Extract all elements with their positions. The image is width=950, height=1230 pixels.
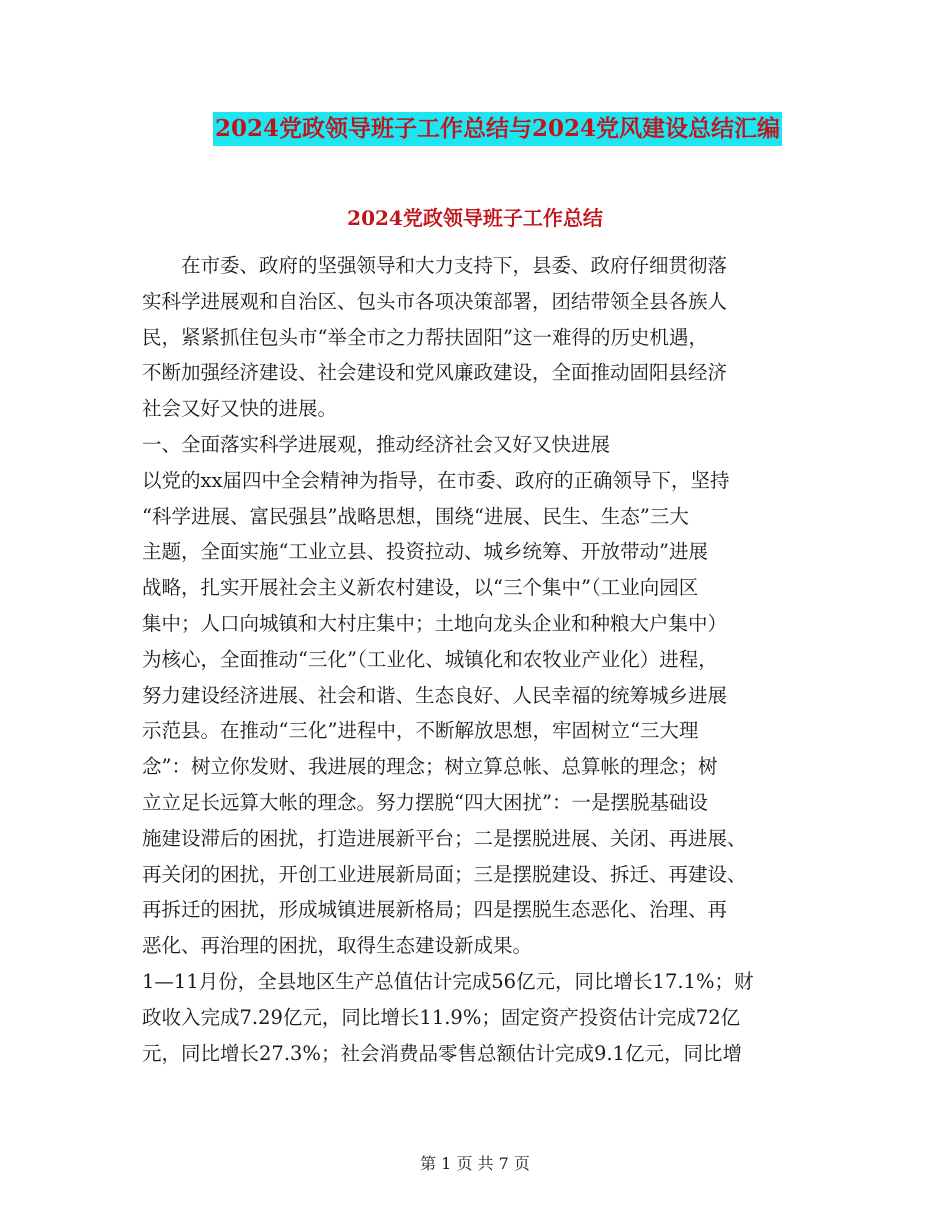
text-line: 为核心，全面推动“三化”（工业化、城镇化和农牧业产业化）进程， <box>142 647 718 671</box>
text-line: 实科学进展观和自治区、包头市各项决策部署，团结带领全县各族人 <box>142 289 728 313</box>
text-line: 再拆迁的困扰，形成城镇进展新格局；四是摆脱生态恶化、治理、再 <box>142 898 728 922</box>
text-line: 施建设滞后的困扰，打造进展新平台；二是摆脱进展、关闭、再进展、 <box>142 826 747 850</box>
text-line: 社会又好又快的进展。 <box>142 397 338 421</box>
text-line: 一、全面落实科学进展观，推动经济社会又好又快进展 <box>142 432 611 456</box>
text-line: 在市委、政府的坚强领导和大力支持下，县委、政府仔细贯彻落 <box>181 254 728 277</box>
section-title: 2024党政领导班子工作总结 <box>347 206 603 230</box>
heading-one <box>142 427 812 463</box>
text-line: 集中；人口向城镇和大村庄集中；土地向龙头企业和种粮大户集中） <box>142 611 728 635</box>
paragraph-intro <box>142 248 812 427</box>
text-line: 不断加强经济建设、社会建设和党风廉政建设，全面推动固阳县经济 <box>142 361 728 385</box>
text-line: 以党的xx届四中全会精神为指导，在市委、政府的正确领导下，坚持 <box>142 468 730 492</box>
text-line: 念”：树立你发财、我进展的理念；树立算总帐、总算帐的理念；树 <box>142 755 718 779</box>
text-line: 立立足长远算大帐的理念。努力摆脱“四大困扰”：一是摆脱基础设 <box>142 790 708 814</box>
text-line: 努力建设经济进展、社会和谐、生态良好、人民幸福的统筹城乡进展 <box>142 683 728 707</box>
text-line: 主题，全面实施“工业立县、投资拉动、城乡统筹、开放带动”进展 <box>142 540 708 564</box>
paragraph-strategy <box>142 463 812 964</box>
text-line: 元，同比增长27.3%；社会消费品零售总额估计完成9.1亿元，同比增 <box>142 1041 742 1065</box>
text-line: 再关闭的困扰，开创工业进展新局面；三是摆脱建设、拆迁、再建设、 <box>142 862 747 886</box>
text-line: 1—11月份，全县地区生产总值估计完成56亿元，同比增长17.1%；财 <box>142 969 754 993</box>
document-body <box>142 248 812 1071</box>
text-line: 恶化、再治理的困扰，取得生态建设新成果。 <box>142 934 533 958</box>
text-line: 战略，扎实开展社会主义新农村建设，以“三个集中”（工业向园区 <box>142 576 699 600</box>
page-footer: 第 1 页 共 7 页 <box>420 1154 530 1173</box>
page-title: 2024党政领导班子工作总结与2024党风建设总结汇编 <box>213 112 782 146</box>
text-line: “科学进展、富民强县”战略思想，围绕“进展、民生、生态”三大 <box>142 504 689 528</box>
text-line: 政收入完成7.29亿元，同比增长11.9%；固定资产投资估计完成72亿 <box>142 1005 741 1029</box>
title-bar <box>0 112 950 146</box>
paragraph-statistics <box>142 964 812 1071</box>
text-line: 民，紧紧抓住包头市“举全市之力帮扶固阳”这一难得的历史机遇， <box>142 325 708 349</box>
text-line: 示范县。在推动“三化”进程中，不断解放思想，牢固树立“三大理 <box>142 719 699 743</box>
